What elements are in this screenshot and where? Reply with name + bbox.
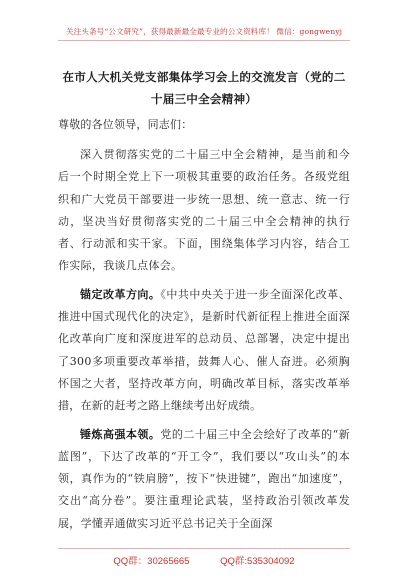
intro-paragraph: 深入贯彻落实党的二十届三中全会精神，是当前和今后一个时期全党上下一项极其重要的政治任务。各级党组织和广大党员干部要进一步统一思想、统一意志、统一行动，坚决当好贯彻落实党的二十届三中全会精神的执行者、行动派和实干家。下面，围绕集体学习内容，结合工作实际，我谈几点体会。: [58, 148, 350, 273]
section-paragraph-1: [58, 284, 350, 418]
footer-qq-group-2: QQ群:535304092: [220, 556, 295, 567]
salutation: 尊敬的各位领导，同志们：: [58, 118, 193, 131]
footer-qq-group-1: QQ群：30265665: [113, 556, 190, 567]
section-lead-1: 锚定改革方向。: [80, 287, 161, 301]
document-body: [58, 113, 350, 541]
section-lead-2: 锤炼高强本领。: [80, 427, 161, 441]
header-banner: 关注头条号“公文研究”，获得最新最全最专业的公文资料库！ 微信：gongwenyj: [65, 27, 343, 36]
footer-divider: [58, 548, 350, 549]
header-divider: [58, 40, 350, 41]
section-paragraph-2: [58, 424, 350, 535]
document-title: 在市人大机关党支部集体学习会上的交流发言（党的二十届三中全会精神）: [62, 70, 346, 106]
section-body-1: 《中共中央关于进一步全面深化改革、推进中国式现代化的决定》，是新时代新征程上推进全面深化改革向广度和深度进军的总动员、总部署，决定中提出了300多项重要改革举措，鼓舞人心、催人奋进。必须胸怀国之大者，坚持改革方向，明确改革目标，落实改革举措，在新的赶考之路上继续考出好成绩。: [58, 287, 350, 413]
footer-contact: [0, 553, 408, 567]
section-body-2: 党的二十届三中全会绘好了改革的“新蓝图”，下达了改革的“开工令”，我们要以“攻山头”的本领，真作为的“铁肩膀”，按下“快进键”，跑出“加速度”，交出“高分卷”。要注重理论武装，坚持政治引领改革发展，学懂弄通做实习近平总书记关于全面深: [58, 427, 350, 530]
